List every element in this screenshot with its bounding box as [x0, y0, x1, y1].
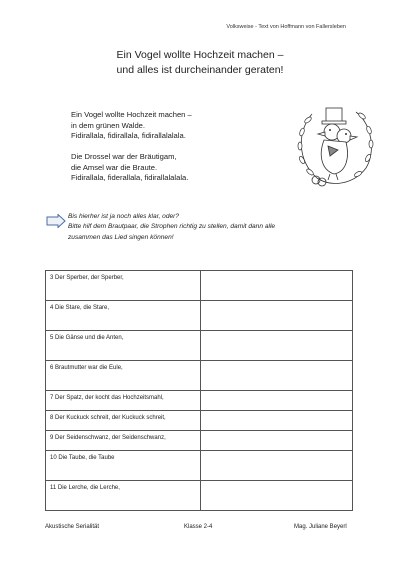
table-row — [46, 481, 352, 511]
table-cell-verse: 6 Brautmutter war die Eule, — [46, 361, 201, 390]
table-row — [46, 391, 352, 411]
arrow-right-icon — [46, 214, 66, 228]
verse-line: Ein Vogel wollte Hochzeit machen – — [71, 110, 192, 119]
table-cell-verse: 9 Der Seidenschwanz, der Seidenschwanz, — [46, 431, 201, 450]
table-row — [46, 331, 352, 361]
bird-wedding-illustration — [292, 96, 376, 192]
table-cell-verse: 10 Die Taube, die Taube — [46, 451, 201, 480]
instruction-line: zusammen das Lied singen können! — [68, 233, 174, 241]
table-row — [46, 301, 352, 331]
verse-line: in dem grünen Walde. — [71, 120, 146, 130]
table-row — [46, 451, 352, 481]
header-note: Volksweise - Text von Hoffmann von Fallersleben — [226, 24, 346, 30]
table-row — [46, 361, 352, 391]
table-cell-verse: 8 Der Kuckuck schreit, der Kuckuck schreit, — [46, 411, 201, 430]
verse-order-table — [45, 270, 353, 511]
title-line-2: und alles ist durcheinander geraten! — [116, 64, 284, 76]
table-cell-verse: 7 Der Spatz, der kocht das Hochzeitsmahl, — [46, 391, 201, 410]
footer-right: Mag. Juliane Beyerl — [294, 524, 347, 530]
verse-line: Fidirallala, fidirallala, fidirallalalala. — [71, 131, 186, 141]
footer-left: Akustische Serialität — [45, 524, 100, 530]
table-row — [46, 271, 352, 301]
table-cell-verse: 4 Die Stare, die Stare, — [46, 301, 201, 330]
instruction-line: Bitte hilf dem Brautpaar, die Strophen richtig zu stellen, damit dann alle — [68, 223, 276, 231]
instruction-line: Bis hierher ist ja noch alles klar, oder? — [68, 213, 180, 220]
verse-line: die Amsel war die Braute. — [71, 162, 158, 172]
footer-middle: Klasse 2-4 — [184, 524, 213, 530]
table-cell-verse: 11 Die Lerche, die Lerche, — [46, 481, 201, 511]
title-line-1: Ein Vogel wollte Hochzeit machen – — [116, 49, 284, 61]
table-row — [46, 431, 352, 451]
table-cell-verse: 5 Die Gänse und die Anten, — [46, 331, 201, 360]
verse-line: Die Drossel war der Bräutigam, — [71, 152, 177, 161]
verse-1 — [71, 110, 192, 142]
table-cell-verse: 3 Der Sperber, der Sperber, — [46, 271, 201, 300]
instruction-text — [68, 212, 368, 243]
verse-2 — [71, 152, 188, 184]
page-title — [40, 48, 360, 78]
table-row — [46, 411, 352, 431]
verse-line: Fidirallala, fiderallala, fidirallalalala. — [71, 173, 189, 183]
